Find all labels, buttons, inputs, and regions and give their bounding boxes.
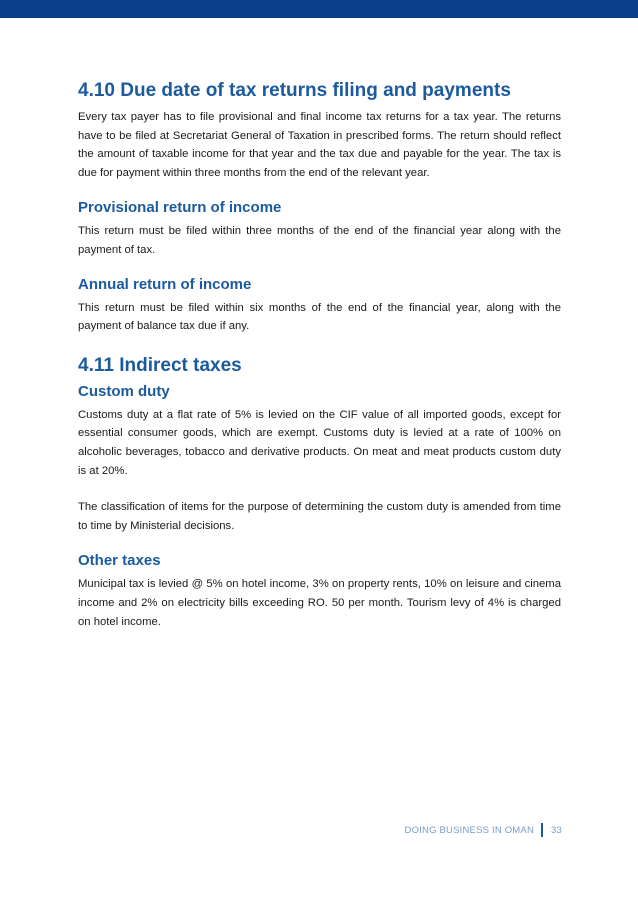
subheading-custom-duty: Custom duty <box>78 382 170 400</box>
top-header-bar <box>0 0 638 18</box>
provisional-return-body: This return must be filed within three months of the end of the financial year along with the payment of tax. <box>78 225 561 256</box>
page-footer <box>405 823 562 837</box>
section-heading-4-11: 4.11 Indirect taxes <box>78 354 242 376</box>
subheading-annual-return: Annual return of income <box>78 275 252 293</box>
subheading-provisional-return: Provisional return of income <box>78 199 282 217</box>
custom-duty-body-1: Customs duty at a flat rate of 5% is levied on the CIF value of all imported goods, except for essential consumer goods, which are exempt. Customs duty is levied at a rate of 100% on alcoholic beverages, tobacco and derivative products. On meat and meat products custom duty is at 20%. <box>78 408 561 477</box>
custom-duty-body-2: The classification of items for the purpose of determining the custom duty is amended from time to time by Ministerial decisions. <box>78 501 561 532</box>
subheading-other-taxes: Other taxes <box>78 552 161 570</box>
page-number: 33 <box>551 824 562 836</box>
section-body-4-10: Every tax payer has to file provisional and final income tax returns for a tax year. The returns have to be filed at Secretariat General of Taxation in prescribed forms. The return should reflect the amount of taxable income for that year and the tax due and payable for the year. The tax is due for payment within three months from the end of the relevant year. <box>78 111 561 179</box>
footer-publication-title: DOING BUSINESS IN OMAN <box>404 824 535 836</box>
annual-return-body: This return must be filed within six months of the end of the financial year, along with the payment of balance tax due if any. <box>78 301 561 333</box>
section-heading-4-10: 4.10 Due date of tax returns filing and payments <box>78 80 511 101</box>
footer-divider <box>541 823 543 837</box>
other-taxes-body: Municipal tax is levied @ 5% on hotel income, 3% on property rents, 10% on leisure and cinema income and 2% on electricity bills exceeding RO. 50 per month. Tourism levy of 4% is charged on hotel income. <box>78 578 561 628</box>
page-content <box>78 78 561 631</box>
